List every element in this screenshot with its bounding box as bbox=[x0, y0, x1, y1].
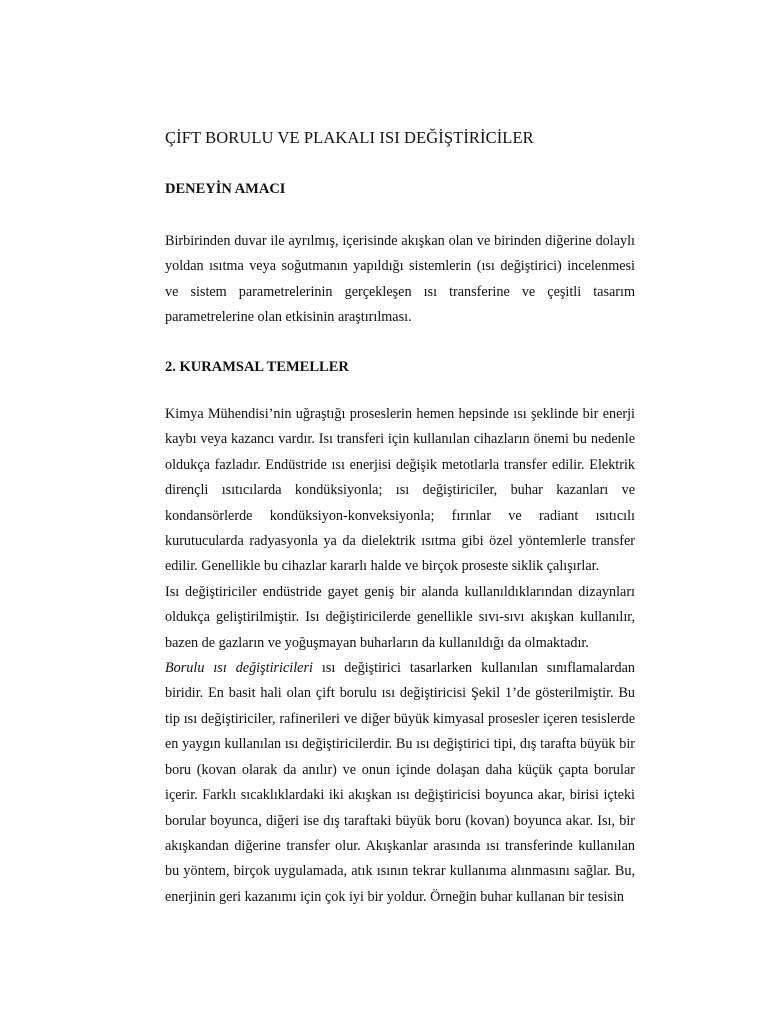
italic-term: Borulu ısı değiştiricileri bbox=[165, 660, 313, 677]
theory-section-body bbox=[165, 402, 635, 910]
document-title: ÇİFT BORULU VE PLAKALI ISI DEĞİŞTİRİCİLER bbox=[165, 128, 534, 147]
section-heading-aim: DENEYİN AMACI bbox=[165, 181, 286, 197]
theory-paragraph-2: Isı değiştiriciler endüstride gayet geniş bir alanda kullanıldıklarından dizaynları oldukça geliştirilmiştir. Isı değiştiricilerde genellikle sıvı-sıvı akışkan kullanılır, bazen de gazların ve yoğuşmayan buharların da kullanıldığı da olmaktadır. bbox=[165, 583, 635, 651]
aim-section-body bbox=[165, 229, 635, 331]
theory-paragraph-3-text: ısı değiştirici tasarlarken kullanılan sınıflamalardan biridir. En basit hali olan çift borulu ısı değiştiricisi Şekil 1’de gösterilmiştir. Bu tip ısı değiştiriciler, rafinerileri ve diğer büyük kimyasal prosesler içeren tesislerde en yaygın kullanılan ısı değiştiricilerdir. Bu ısı değiştirici tipi, dış tarafta büyük bir boru (kovan olarak da anılır) ve onun içinde dolaşan daha küçük çapta borular içerir. Farklı sıcaklıklardaki iki akışkan ısı değiştiricisi boyunca akar, birisi içteki borular boyunca, diğeri ise dış taraftaki büyük boru (kovan) boyunca akar. Isı, bir akışkandan diğerine transfer olur. Akışkanlar arasında ısı transferinde kullanılan bu yöntem, birçok uygulamada, atık ısının tekrar kullanıma alınmasını sağlar. Bu, enerjinin geri kazanımı için çok iyi bir yoldur. Örneğin buhar kullanan bir tesisin bbox=[165, 660, 635, 905]
theory-paragraph-1: Kimya Mühendisi’nin uğraştığı proseslerin hemen hepsinde ısı şeklinde bir enerji kaybı veya kazancı vardır. Isı transferi için kullanılan cihazların önemi bu nedenle oldukça fazladır. Endüstride ısı enerjisi değişik metotlarla transfer edilir. Elektrik dirençli ısıtıcılarda kondüksiyonla; ısı değiştiriciler, buhar kazanları ve kondansörlerde kondüksiyon-konveksiyonla; fırınlar ve radiant ısıtıcılı kurutucularda radyasyonla ya da dielektrik ısıtma gibi özel yöntemlerle transfer edilir. Genellikle bu cihazlar kararlı halde ve birçok proseste siklik çalışırlar. bbox=[165, 406, 635, 575]
aim-paragraph: Birbirinden duvar ile ayrılmış, içerisinde akışkan olan ve birinden diğerine dolaylı yoldan ısıtma veya soğutmanın yapıldığı sistemlerin (ısı değiştirici) incelenmesi ve sistem parametrelerinin gerçekleşen ısı transferine ve çeşitli tasarım parametrelerine olan etkisinin araştırılması. bbox=[165, 233, 635, 326]
theory-paragraph-3 bbox=[165, 656, 635, 910]
section-heading-theory: 2. KURAMSAL TEMELLER bbox=[165, 359, 349, 375]
